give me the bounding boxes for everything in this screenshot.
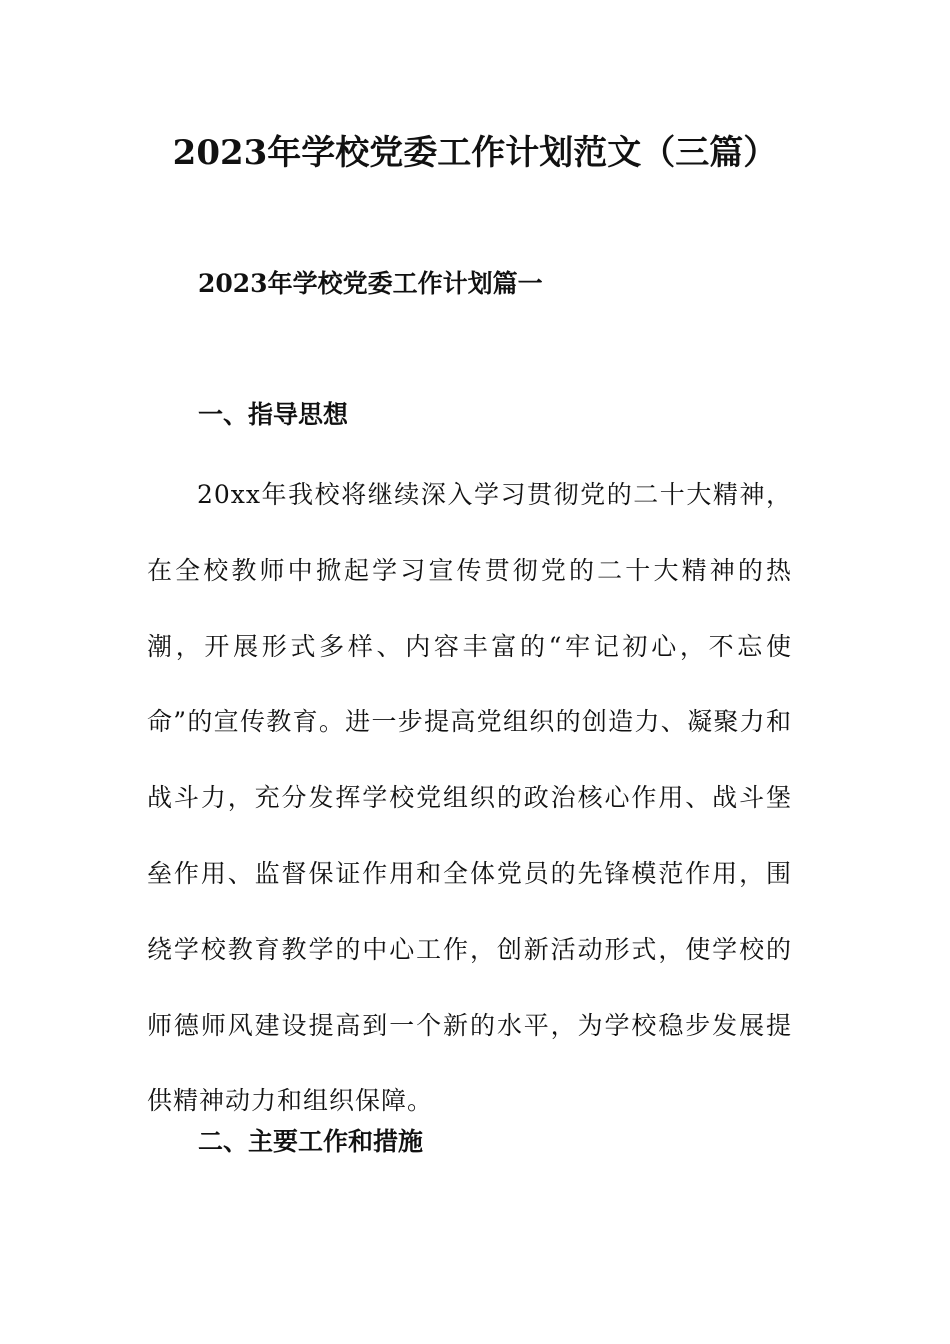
document-subtitle: 2023年学校党委工作计划篇一 <box>198 269 543 298</box>
section-body-guiding-ideology: 20xx年我校将继续深入学习贯彻党的二十大精神，在全校教师中掀起学习宣传贯彻党的二十大精神的热潮，开展形式多样、内容丰富的“牢记初心，不忘使命”的宣传教育。进一步提高党组织的创造力、凝聚力和战斗力，充分发挥学校党组织的政治核心作用、战斗堡垒作用、监督保证作用和全体党员的先锋模范作用，围绕学校教育教学的中心工作，创新活动形式，使学校的师德师风建设提高到一个新的水平，为学校稳步发展提供精神动力和组织保障。 <box>147 480 792 1116</box>
section-heading-main-work: 二、主要工作和措施 <box>198 1127 424 1156</box>
document-title: 2023年学校党委工作计划范文（三篇） <box>172 133 778 173</box>
section-heading-guiding-ideology: 一、指导思想 <box>198 400 349 429</box>
